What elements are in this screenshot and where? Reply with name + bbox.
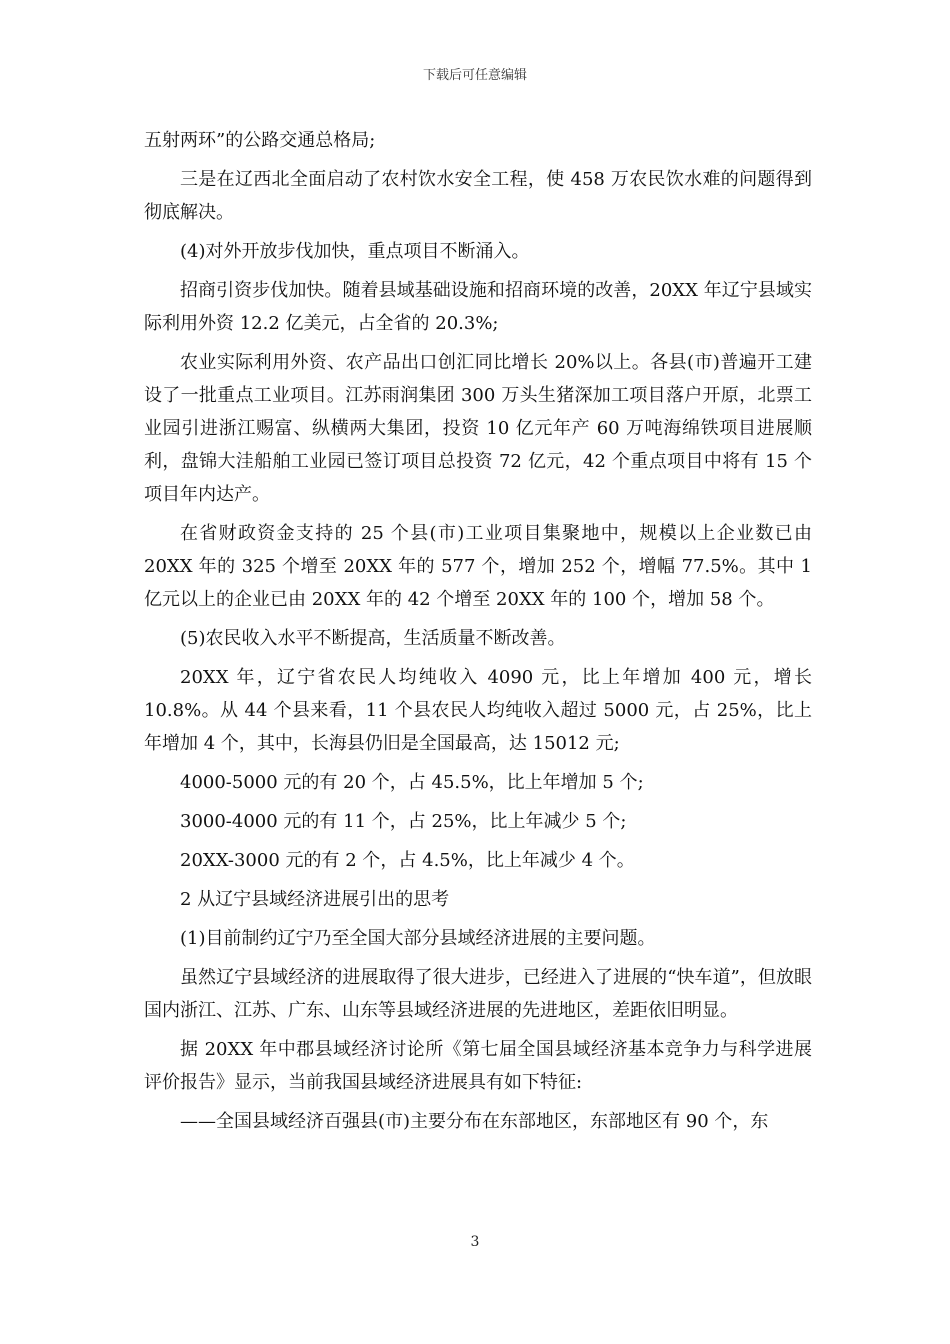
paragraph: (4)对外开放步伐加快，重点项目不断涌入。 xyxy=(180,241,530,262)
paragraph: 20XX 年，辽宁省农民人均纯收入 4090 元，比上年增加 400 元，增长 10.8%。从 44 个县来看，11 个县农民人均纯收入超过 5000 元，占 25%，比上年增加 4 个，其中，长海县仍旧是全国最高，达 15012 元; xyxy=(144,667,812,754)
paragraph: 3000-4000 元的有 11 个，占 25%，比上年减少 5 个; xyxy=(180,811,627,832)
paragraph: 虽然辽宁县域经济的进展取得了很大进步，已经进入了进展的“快车道”，但放眼国内浙江、江苏、广东、山东等县域经济进展的先进地区，差距依旧明显。 xyxy=(144,967,812,1021)
paragraph: 农业实际利用外资、农产品出口创汇同比增长 20%以上。各县(市)普遍开工建设了一批重点工业项目。江苏雨润集团 300 万头生猪深加工项目落户开原，北票工业园引进浙江赐富、纵横两大集团，投资 10 亿元年产 60 万吨海绵铁项目进展顺利，盘锦大洼船舶工业园已签订项目总投资 72 亿元，42 个重点项目中将有 15 个项目年内达产。 xyxy=(144,352,812,505)
page-number: 3 xyxy=(470,1234,480,1250)
paragraph: 20XX-3000 元的有 2 个，占 4.5%，比上年减少 4 个。 xyxy=(180,850,635,871)
paragraph: (5)农民收入水平不断提高，生活质量不断改善。 xyxy=(180,628,566,649)
document-body xyxy=(144,124,812,1144)
paragraph: (1)目前制约辽宁乃至全国大部分县域经济进展的主要问题。 xyxy=(180,928,656,949)
section-heading: 2 从辽宁县域经济进展引出的思考 xyxy=(180,889,450,910)
paragraph: 五射两环”的公路交通总格局; xyxy=(144,130,376,151)
page-header: 下载后可任意编辑 xyxy=(422,68,527,83)
paragraph: 招商引资步伐加快。随着县域基础设施和招商环境的改善，20XX 年辽宁县域实际利用外资 12.2 亿美元，占全省的 20.3%; xyxy=(144,280,812,334)
paragraph: ——全国县域经济百强县(市)主要分布在东部地区，东部地区有 90 个，东 xyxy=(180,1111,769,1132)
paragraph: 据 20XX 年中郡县域经济讨论所《第七届全国县域经济基本竞争力与科学进展评价报告》显示，当前我国县域经济进展具有如下特征: xyxy=(144,1039,812,1093)
paragraph: 4000-5000 元的有 20 个，占 45.5%，比上年增加 5 个; xyxy=(180,772,644,793)
paragraph: 在省财政资金支持的 25 个县(市)工业项目集聚地中，规模以上企业数已由 20XX 年的 325 个增至 20XX 年的 577 个，增加 252 个，增幅 77.5%。其中 1 亿元以上的企业已由 20XX 年的 42 个增至 20XX 年的 100 个，增加 58 个。 xyxy=(144,523,812,610)
paragraph: 三是在辽西北全面启动了农村饮水安全工程，使 458 万农民饮水难的问题得到彻底解决。 xyxy=(144,169,812,223)
